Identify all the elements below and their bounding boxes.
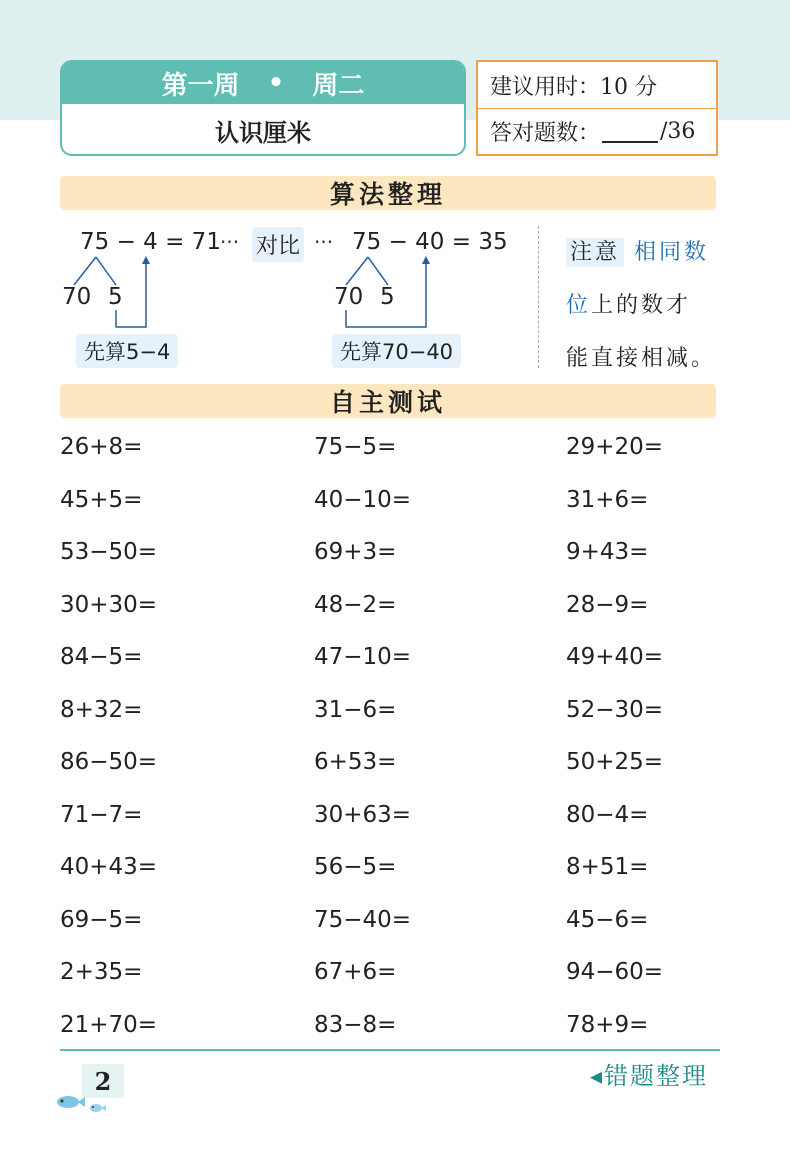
- note-rest-2: 能直接相减。: [566, 346, 717, 371]
- ellipsis-2: ···: [314, 230, 334, 254]
- practice-grid: [60, 424, 720, 1054]
- problem: 75−40=: [314, 906, 412, 933]
- problem: 30+63=: [314, 801, 412, 828]
- problem: 45+5=: [60, 486, 143, 513]
- split-1-tens: 70: [62, 284, 92, 310]
- problem: 48−2=: [314, 591, 397, 618]
- arrow-head-1: [142, 256, 150, 264]
- error-review-link[interactable]: ◂错题整理: [590, 1062, 709, 1090]
- page-number: 2: [82, 1064, 124, 1098]
- lesson-topic: 认识厘米: [215, 118, 311, 147]
- split-line-right-1: [96, 257, 116, 285]
- first-step-1: 先算5−4: [76, 334, 178, 368]
- arrow-head-2: [422, 256, 430, 264]
- problem: 30+30=: [60, 591, 158, 618]
- problem: 28−9=: [566, 591, 649, 618]
- note-text: [566, 226, 718, 385]
- note-blue-1: 相同数: [634, 240, 710, 265]
- correct-count-label: 答对题数：: [490, 121, 601, 146]
- correct-count-total: /36: [660, 119, 696, 144]
- problem: 80−4=: [566, 801, 649, 828]
- day-label: 周二: [312, 70, 365, 101]
- first-step-2: 先算70−40: [332, 334, 461, 368]
- equation-1: 75 − 4 = 71: [80, 229, 221, 255]
- problem: 26+8=: [60, 434, 143, 460]
- problem: 69−5=: [60, 906, 143, 933]
- problem: 83−8=: [314, 1011, 397, 1038]
- problem: 71−7=: [60, 801, 143, 828]
- section-self-test: 自主测试: [60, 384, 716, 418]
- problem: 56−5=: [314, 854, 397, 880]
- note-divider: [538, 226, 539, 368]
- problem: 31−6=: [314, 696, 397, 723]
- problem: 47−10=: [314, 644, 412, 670]
- split-line-left-2: [346, 257, 368, 285]
- split-2-tens: 70: [334, 284, 364, 310]
- problem: 8+51=: [566, 854, 649, 880]
- problem: 94−60=: [566, 959, 664, 985]
- ellipsis-1: ···: [220, 230, 240, 254]
- problem: 69+3=: [314, 539, 397, 565]
- problem: 53−50=: [60, 539, 158, 565]
- problem: 52−30=: [566, 696, 664, 723]
- footer-divider: [60, 1049, 720, 1051]
- split-line-right-2: [368, 257, 388, 285]
- problem: 45−6=: [566, 906, 649, 933]
- week-label: 第一周: [161, 70, 240, 101]
- split-2-ones: 5: [380, 284, 395, 310]
- problem: 40−10=: [314, 486, 412, 513]
- compare-label: 对比: [252, 227, 304, 262]
- section-method: 算法整理: [60, 176, 716, 210]
- suggested-time: 建议用时：10 分: [490, 74, 657, 100]
- problem: 67+6=: [314, 959, 397, 985]
- separator-dot: •: [267, 68, 285, 98]
- equation-2: 75 − 40 = 35: [352, 229, 508, 255]
- problem: 2+35=: [60, 959, 143, 985]
- problem: 78+9=: [566, 1011, 649, 1038]
- problem: 9+43=: [566, 539, 649, 565]
- problem: 49+40=: [566, 644, 664, 670]
- fish-icon: [54, 1090, 114, 1116]
- split-line-left-1: [74, 257, 96, 285]
- problem: 31+6=: [566, 486, 649, 513]
- problem: 40+43=: [60, 854, 158, 880]
- problem: 84−5=: [60, 644, 143, 670]
- note-tag: 注意: [566, 238, 624, 267]
- problem: 29+20=: [566, 434, 664, 460]
- split-1-ones: 5: [108, 284, 123, 310]
- problem: 6+53=: [314, 749, 397, 775]
- problem: 75−5=: [314, 434, 397, 460]
- note-blue-2: 位: [566, 293, 592, 318]
- problem: 50+25=: [566, 749, 664, 775]
- problem: 8+32=: [60, 696, 143, 723]
- problem: 86−50=: [60, 749, 158, 775]
- note-rest-1: 上的数才: [591, 293, 692, 318]
- problem: 21+70=: [60, 1011, 158, 1038]
